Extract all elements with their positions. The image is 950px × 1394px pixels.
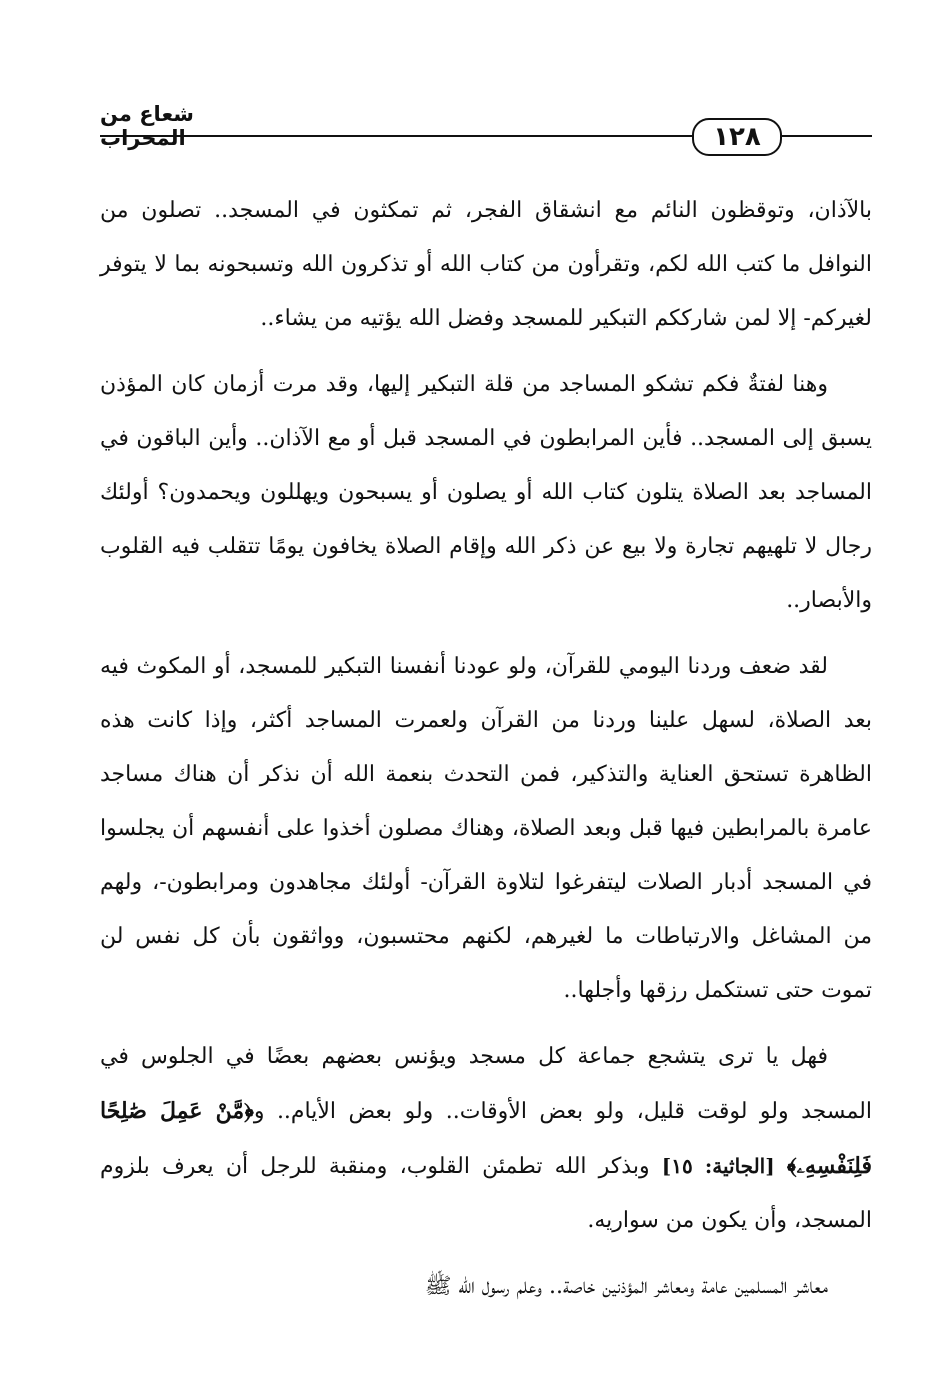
paragraph-5: معاشر المسلمين عامة ومعاشر المؤذنين خاصة.. وعلم رسول الله ﷺ (424, 1274, 828, 1299)
quran-verse: ﴿مَّنْ عَمِلَ صَٰلِحًا فَلِنَفْسِهِۦ﴾ (100, 1098, 872, 1179)
paragraph-1: بالآذان، وتوقظون النائم مع انشقاق الفجر، ثم تمكثون في المسجد.. تصلون من النوافل ما كتب الله لكم، وتقرأون من كتاب الله أو تذكرون الله وتسبحونه بما لا يتوفر لغيركم- إلا لمن شارككم التبكير للمسجد وفضل الله يؤتيه من يشاء.. (100, 198, 872, 331)
body-text (100, 184, 872, 1326)
paragraph-3: لقد ضعف وردنا اليومي للقرآن، ولو عودنا أنفسنا التبكير للمسجد، أو المكوث فيه بعد الصلاة، لسهل علينا وردنا من القرآن ولعمرت المساجد أكثر، وإذا كانت هذه الظاهرة تستحق العناية والتذكير، فمن التحدث بنعمة الله أن نذكر أن هناك مساجد عامرة بالمرابطين فيها قبل وبعد الصلاة، وهناك مصلون أخذوا على أنفسهم أن يجلسوا في المسجد أدبار الصلات ليتفرغوا لتلاوة القرآن- أولئك مجاهدون ومرابطون-، ولهم من المشاغل والارتباطات ما لغيرهم، لكنهم محتسبون، وواثقون بأن كل نفس لن تموت حتى تستكمل رزقها وأجلها.. (100, 654, 872, 1003)
page-number: ١٢٨ (692, 118, 782, 156)
paragraph-4 (100, 1030, 872, 1248)
verse-citation: [الجاثية: ١٥] (661, 1154, 775, 1178)
running-title: شعاع من المحراب (100, 102, 194, 150)
paragraph-2: وهنا لفتةٌ فكم تشكو المساجد من قلة التبكير إليها، وقد مرت أزمان كان المؤذن يسبق إلى المسجد.. فأين المرابطون في المسجد قبل أو مع الآذان.. وأين الباقون في المساجد بعد الصلاة يتلون كتاب الله أو يصلون أو يسبحون ويهللون ويحمدون؟ أولئك رجال لا تلهيهم تجارة ولا بيع عن ذكر الله وإقام الصلاة يخافون يومًا تتقلب فيه القلوب والأبصار.. (100, 372, 872, 613)
paragraph-4-text: فهل يا ترى يتشجع جماعة كل مسجد ويؤنس بعضهم بعضًا في الجلوس في المسجد ولو لوقت قليل، ولو بعض الأوقات.. ولو بعض الأيام.. و (100, 1044, 872, 1124)
paragraph-4-continuation: وبذكر الله تطمئن القلوب، ومنقبة للرجل أن يعرف بلزوم المسجد، وأن يكون من سواريه. (100, 1154, 872, 1233)
